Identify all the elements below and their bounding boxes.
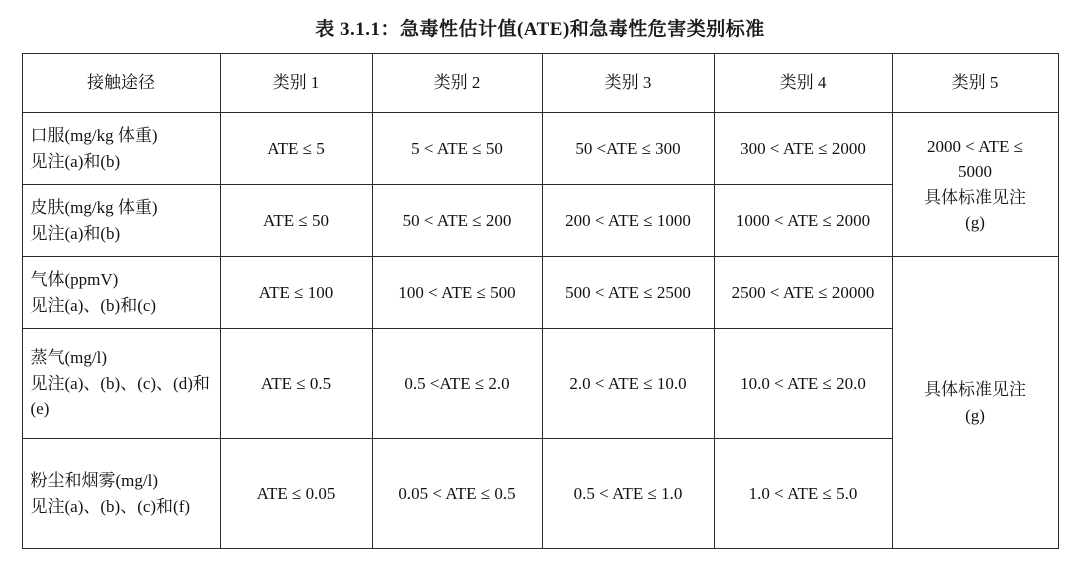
route-note: 见注(a)、(b)和(c) <box>30 295 157 315</box>
route-cell <box>22 329 220 439</box>
cell-category-2: 50 < ATE ≤ 200 <box>372 185 542 257</box>
cell-category-4: 10.0 < ATE ≤ 20.0 <box>714 329 892 439</box>
table-row <box>22 113 1058 185</box>
route-cell <box>22 439 220 549</box>
cat5-upper-line-3: 具体标准见注 <box>924 187 1026 207</box>
column-header-category-1: 类别 1 <box>220 54 372 113</box>
table-row <box>22 257 1058 329</box>
column-header-category-4: 类别 4 <box>714 54 892 113</box>
route-note: 见注(a)和(b) <box>30 151 121 171</box>
route-note: 见注(a)、(b)、(c)、(d)和(e) <box>30 373 210 419</box>
cell-category-4: 1.0 < ATE ≤ 5.0 <box>714 439 892 549</box>
cat5-upper-line-2: 5000 <box>958 162 992 181</box>
route-name: 蒸气(mg/l) <box>30 348 107 368</box>
cat5-upper-line-1: 2000 < ATE ≤ <box>927 136 1023 156</box>
cell-category-3: 2.0 < ATE ≤ 10.0 <box>542 329 714 439</box>
cell-category-1: ATE ≤ 100 <box>220 257 372 329</box>
table-header-row <box>22 54 1058 113</box>
table-header <box>22 54 1058 113</box>
column-header-route: 接触途径 <box>22 54 220 113</box>
cell-category-4: 1000 < ATE ≤ 2000 <box>714 185 892 257</box>
cat5-lower-line-2: (g) <box>965 405 985 425</box>
column-header-category-3: 类别 3 <box>542 54 714 113</box>
ate-criteria-table <box>22 53 1059 549</box>
cell-category-1: ATE ≤ 5 <box>220 113 372 185</box>
route-cell <box>22 185 220 257</box>
cell-category-1: ATE ≤ 0.5 <box>220 329 372 439</box>
route-name: 口服(mg/kg 体重) <box>30 126 158 145</box>
cell-category-3: 50 <ATE ≤ 300 <box>542 113 714 185</box>
cell-category-3: 0.5 < ATE ≤ 1.0 <box>542 439 714 549</box>
page-title: 表 3.1.1：急毒性估计值(ATE)和急毒性危害类别标准 <box>315 19 765 40</box>
column-header-category-2: 类别 2 <box>372 54 542 113</box>
route-cell <box>22 257 220 329</box>
cell-category-1: ATE ≤ 50 <box>220 185 372 257</box>
route-name: 粉尘和烟雾(mg/l) <box>30 471 158 490</box>
table-body <box>22 113 1058 549</box>
cell-category-5-upper <box>892 113 1058 257</box>
cell-category-2: 0.5 <ATE ≤ 2.0 <box>372 329 542 439</box>
cell-category-2: 0.05 < ATE ≤ 0.5 <box>372 439 542 549</box>
cell-category-4: 2500 < ATE ≤ 20000 <box>714 257 892 329</box>
route-name: 皮肤(mg/kg 体重) <box>30 198 158 217</box>
route-name: 气体(ppmV) <box>30 270 119 289</box>
column-header-category-5: 类别 5 <box>892 54 1058 113</box>
cell-category-2: 100 < ATE ≤ 500 <box>372 257 542 329</box>
cell-category-1: ATE ≤ 0.05 <box>220 439 372 549</box>
cat5-upper-line-4: (g) <box>965 213 985 232</box>
cell-category-3: 200 < ATE ≤ 1000 <box>542 185 714 257</box>
route-note: 见注(a)和(b) <box>30 223 121 243</box>
cell-category-3: 500 < ATE ≤ 2500 <box>542 257 714 329</box>
cell-category-2: 5 < ATE ≤ 50 <box>372 113 542 185</box>
cell-category-4: 300 < ATE ≤ 2000 <box>714 113 892 185</box>
route-cell <box>22 113 220 185</box>
cell-category-5-lower <box>892 257 1058 549</box>
route-note: 见注(a)、(b)、(c)和(f) <box>30 496 191 516</box>
cat5-lower-line-1: 具体标准见注 <box>924 380 1026 399</box>
